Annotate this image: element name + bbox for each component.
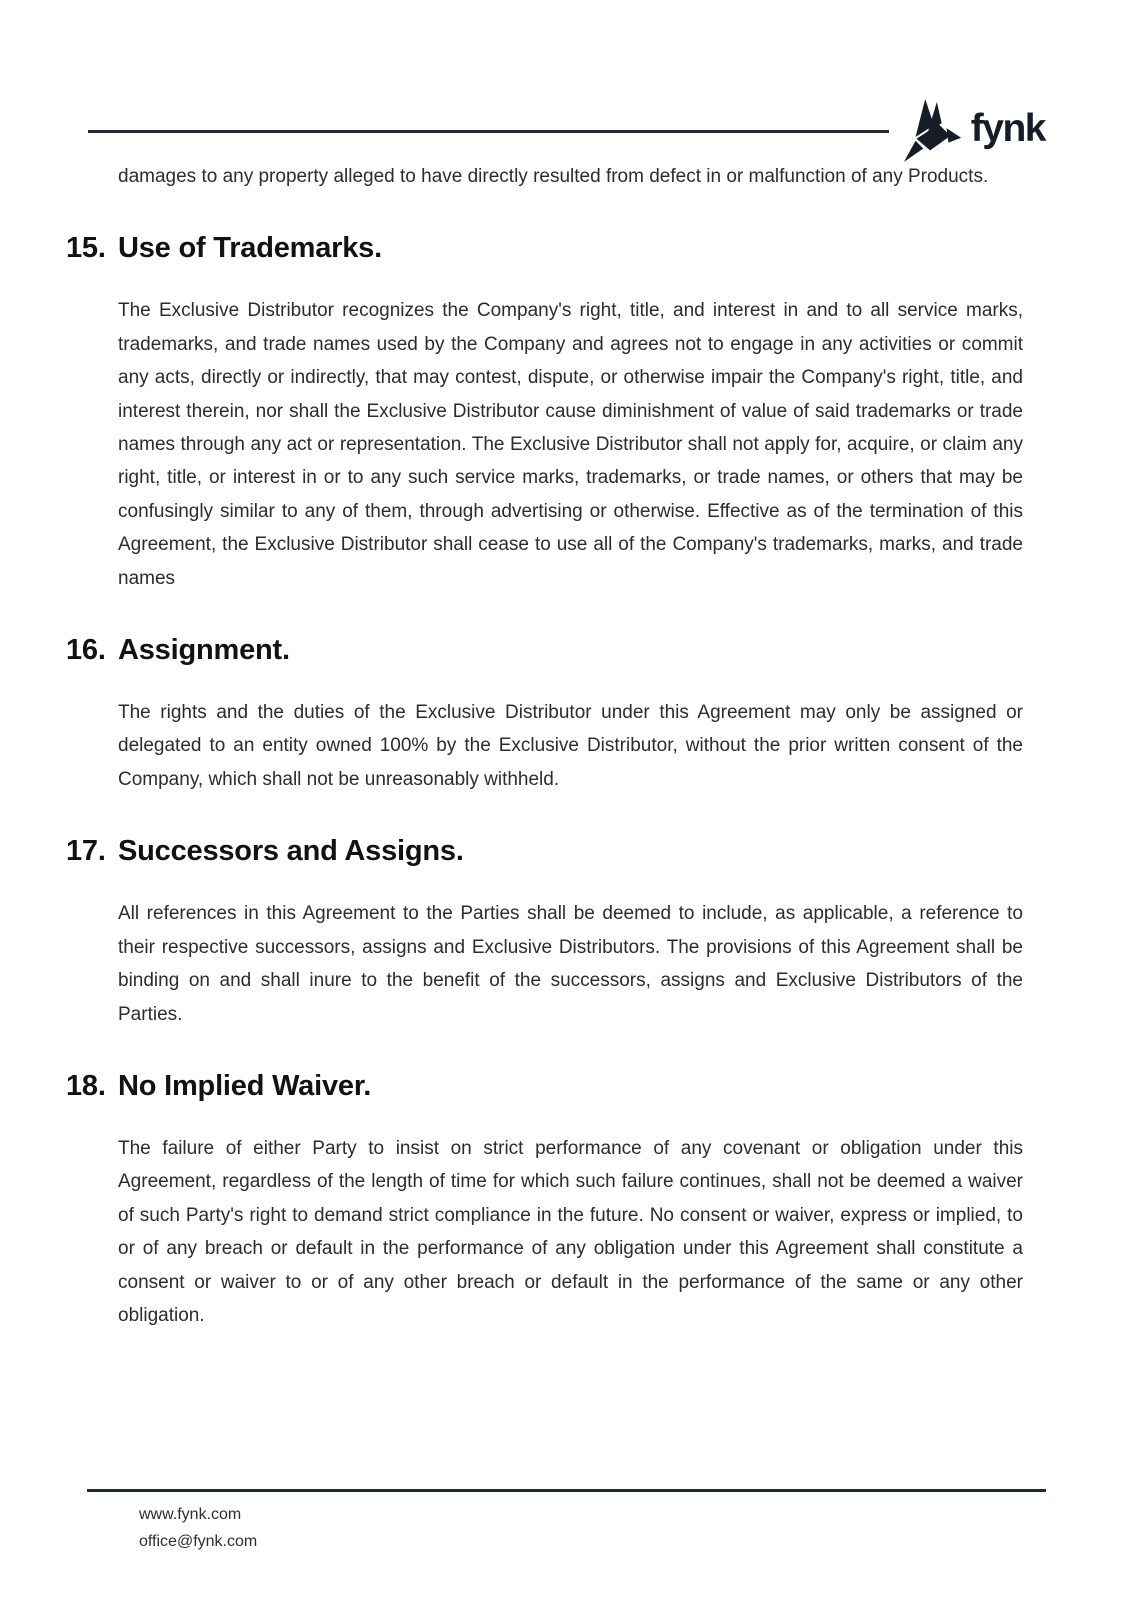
section-number: 16. (66, 634, 106, 667)
footer-email: office@fynk.com (139, 1533, 258, 1550)
footer-website: www.fynk.com (139, 1506, 242, 1523)
section-title: Use of Trademarks. (118, 232, 382, 265)
section-title: No Implied Waiver. (118, 1069, 372, 1102)
brand-name: fynk (970, 106, 1045, 150)
page-footer (87, 1489, 1046, 1555)
section-paragraph-18: The failure of either Party to insist on strict performance of any covenant or obligation under this Agreement, regardless of the length of time for which such failure continues, shall not be deemed a waiver of such Party's right to demand strict compliance in the future. No consent or waiver, express or implied, to or of any breach or default in the performance of any obligation under this Agreement shall constitute a consent or waiver to or of any other breach or default in the performance of the same or any other obligation. (118, 1137, 1023, 1326)
section-heading-18 (66, 1068, 1023, 1104)
section-number: 18. (66, 1069, 106, 1102)
document-body (66, 0, 1023, 1332)
section-title: Successors and Assigns. (118, 835, 464, 868)
section-paragraph-15: The Exclusive Distributor recognizes the Company's right, title, and interest in and to all service marks, trademarks, and trade names used by the Company and agrees not to engage in any activities or commit any acts, directly or indirectly, that may contest, dispute, or otherwise impair the Company's right, title, and interest therein, nor shall the Exclusive Distributor cause diminishment of value of said trademarks or trade names through any act or representation. The Exclusive Distributor shall not apply for, acquire, or claim any right, title, or interest in or to any such service marks, trademarks, or trade names, or others that may be confusingly similar to any of them, through advertising or otherwise. Effective as of the termination of this Agreement, the Exclusive Distributor shall cease to use all of the Company's trademarks, marks, and trade names (118, 300, 1023, 589)
section-heading-15 (66, 230, 1023, 266)
paragraph-continuation: damages to any property alleged to have directly resulted from defect in or malfunction of any Products. (118, 166, 989, 187)
footer-contact (87, 1492, 1046, 1555)
section-paragraph-16: The rights and the duties of the Exclusive Distributor under this Agreement may only be assigned or delegated to an entity owned 100% by the Exclusive Distributor, without the prior written consent of the Company, which shall not be unreasonably withheld. (118, 702, 1023, 790)
section-number: 15. (66, 232, 106, 265)
section-heading-17 (66, 833, 1023, 869)
section-heading-16 (66, 632, 1023, 668)
section-title: Assignment. (118, 634, 290, 667)
section-number: 17. (66, 835, 106, 868)
section-paragraph-17: All references in this Agreement to the Parties shall be deemed to include, as applicable, a reference to their respective successors, assigns and Exclusive Distributors. The provisions of this Agreement shall be binding on and shall inure to the benefit of the successors, assigns and Exclusive Distributors of the Parties. (118, 903, 1023, 1025)
